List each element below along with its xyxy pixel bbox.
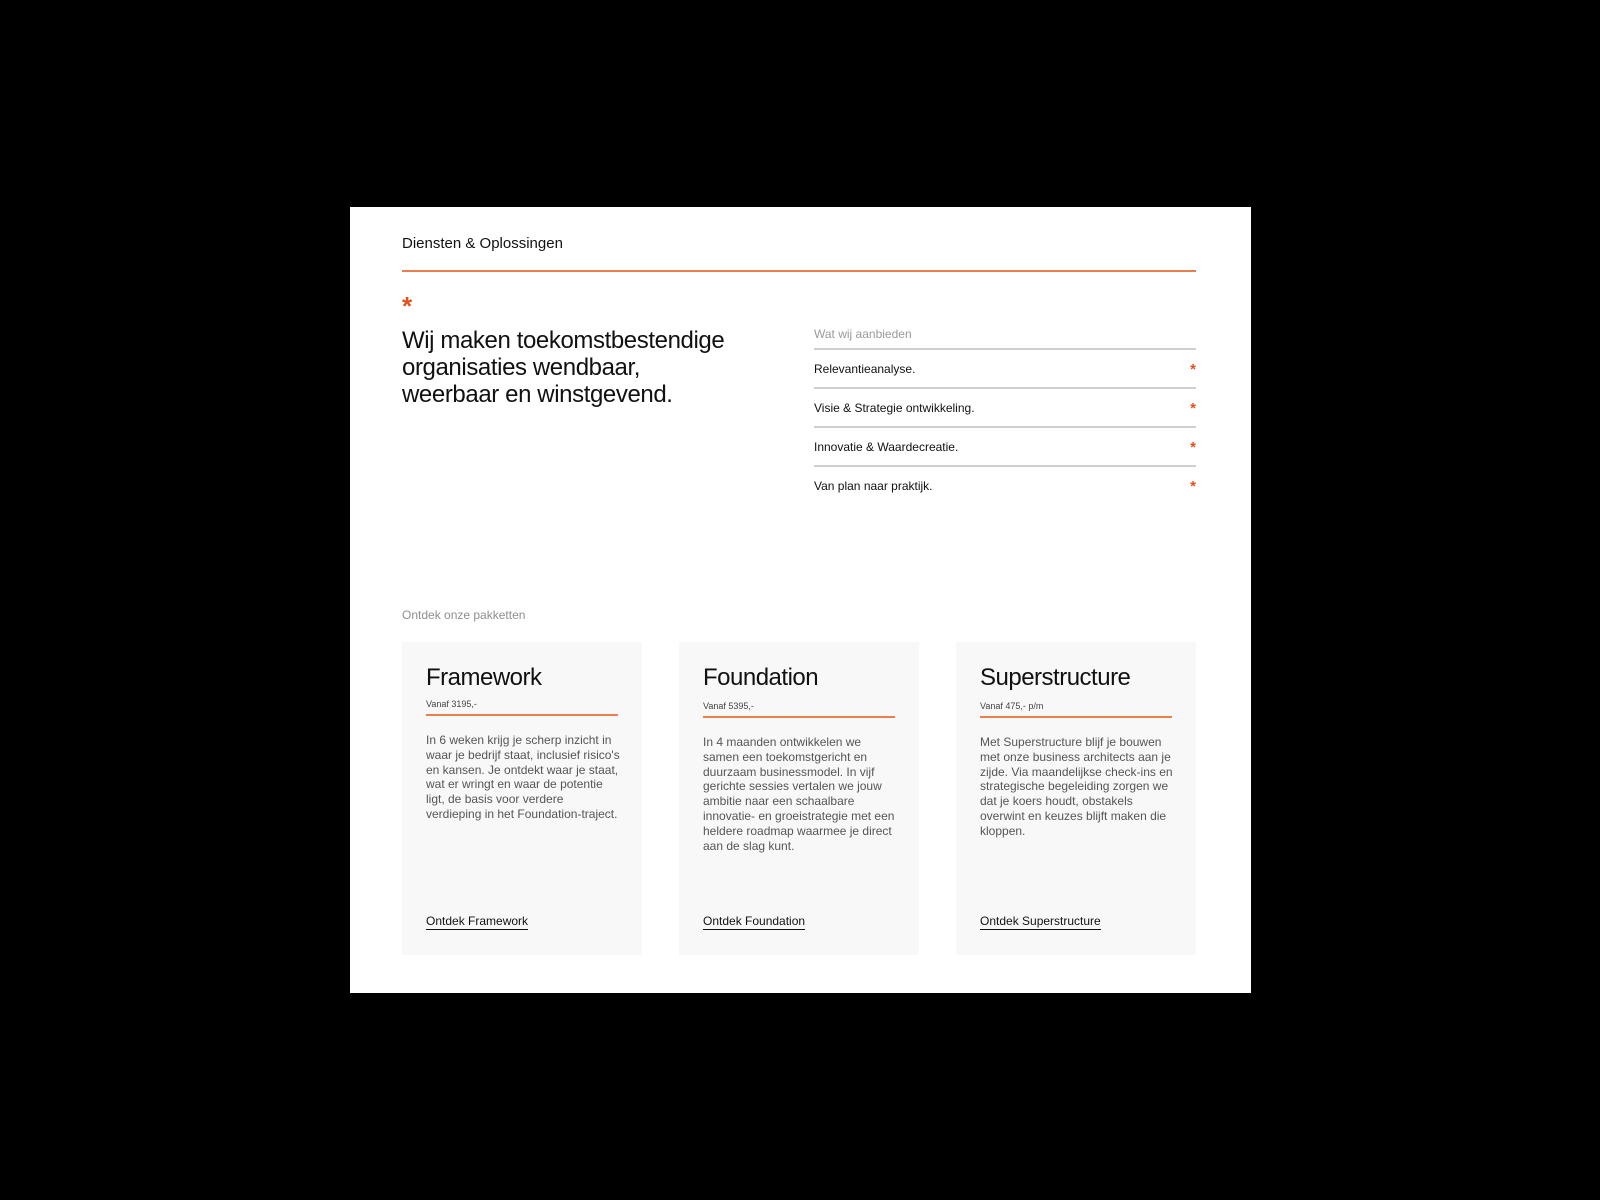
framework-link[interactable]: Ontdek Framework xyxy=(426,914,529,928)
offer-item-label: Relevantieanalyse. xyxy=(814,361,916,376)
package-card-superstructure xyxy=(956,642,1196,955)
package-cards xyxy=(402,642,1196,955)
offer-item-innovatie[interactable] xyxy=(814,428,1196,467)
superstructure-link[interactable]: Ontdek Superstructure xyxy=(980,914,1101,928)
card-description: In 6 weken krijg je scherp inzicht in waar je bedrijf staat, inclusief risico's en kansen. Je ontdekt waar je staat, wat er wringt en waar de potentie ligt, de basis voor verdere verdieping in het Foundation-traject. xyxy=(426,733,620,821)
card-title: Superstructure xyxy=(980,664,1131,691)
section-title: Diensten & Oplossingen xyxy=(402,235,563,252)
asterisk-icon: * xyxy=(1190,400,1196,417)
header-divider xyxy=(402,270,1196,272)
offer-item-label: Visie & Strategie ontwikkeling. xyxy=(814,400,975,415)
offer-item-label: Innovatie & Waardecreatie. xyxy=(814,439,959,454)
asterisk-icon: * xyxy=(402,291,413,321)
card-divider xyxy=(980,716,1172,718)
hero-heading: Wij maken toekomstbestendige organisaties wendbaar, weerbaar en winstgevend. xyxy=(402,327,725,408)
offer-item-label: Van plan naar praktijk. xyxy=(814,478,933,493)
card-title: Foundation xyxy=(703,664,819,691)
card-price: Vanaf 475,- p/m xyxy=(980,701,1044,711)
card-title: Framework xyxy=(426,664,542,691)
offer-item-relevantieanalyse[interactable] xyxy=(814,350,1196,389)
card-description: Met Superstructure blijf je bouwen met onze business architects aan je zijde. Via maandelijkse check-ins en strategische begeleiding zorgen we dat je koers houdt, obstakels overwint en keuzes blijft maken die kloppen. xyxy=(980,735,1173,838)
offer-list xyxy=(814,348,1196,504)
asterisk-icon: * xyxy=(1190,478,1196,495)
asterisk-icon: * xyxy=(1190,361,1196,378)
packages-label: Ontdek onze pakketten xyxy=(402,608,526,622)
offer-label: Wat wij aanbieden xyxy=(814,327,912,341)
offer-list-section xyxy=(814,327,1196,504)
card-description: In 4 maanden ontwikkelen we samen een toekomstgericht en duurzaam businessmodel. In vijf gerichte sessies vertalen we jouw ambitie naar een schaalbare innovatie- en groeistrategie met een heldere roadmap waarmee je direct aan de slag kunt. xyxy=(703,735,895,853)
package-card-foundation xyxy=(679,642,919,955)
card-divider xyxy=(703,716,895,718)
services-page xyxy=(350,207,1251,993)
asterisk-icon: * xyxy=(1190,439,1196,456)
offer-item-plan-praktijk[interactable] xyxy=(814,467,1196,504)
card-divider xyxy=(426,714,618,716)
offer-item-visie-strategie[interactable] xyxy=(814,389,1196,428)
card-price: Vanaf 3195,- xyxy=(426,699,477,709)
package-card-framework xyxy=(402,642,642,955)
card-price: Vanaf 5395,- xyxy=(703,701,754,711)
foundation-link[interactable]: Ontdek Foundation xyxy=(703,914,806,928)
